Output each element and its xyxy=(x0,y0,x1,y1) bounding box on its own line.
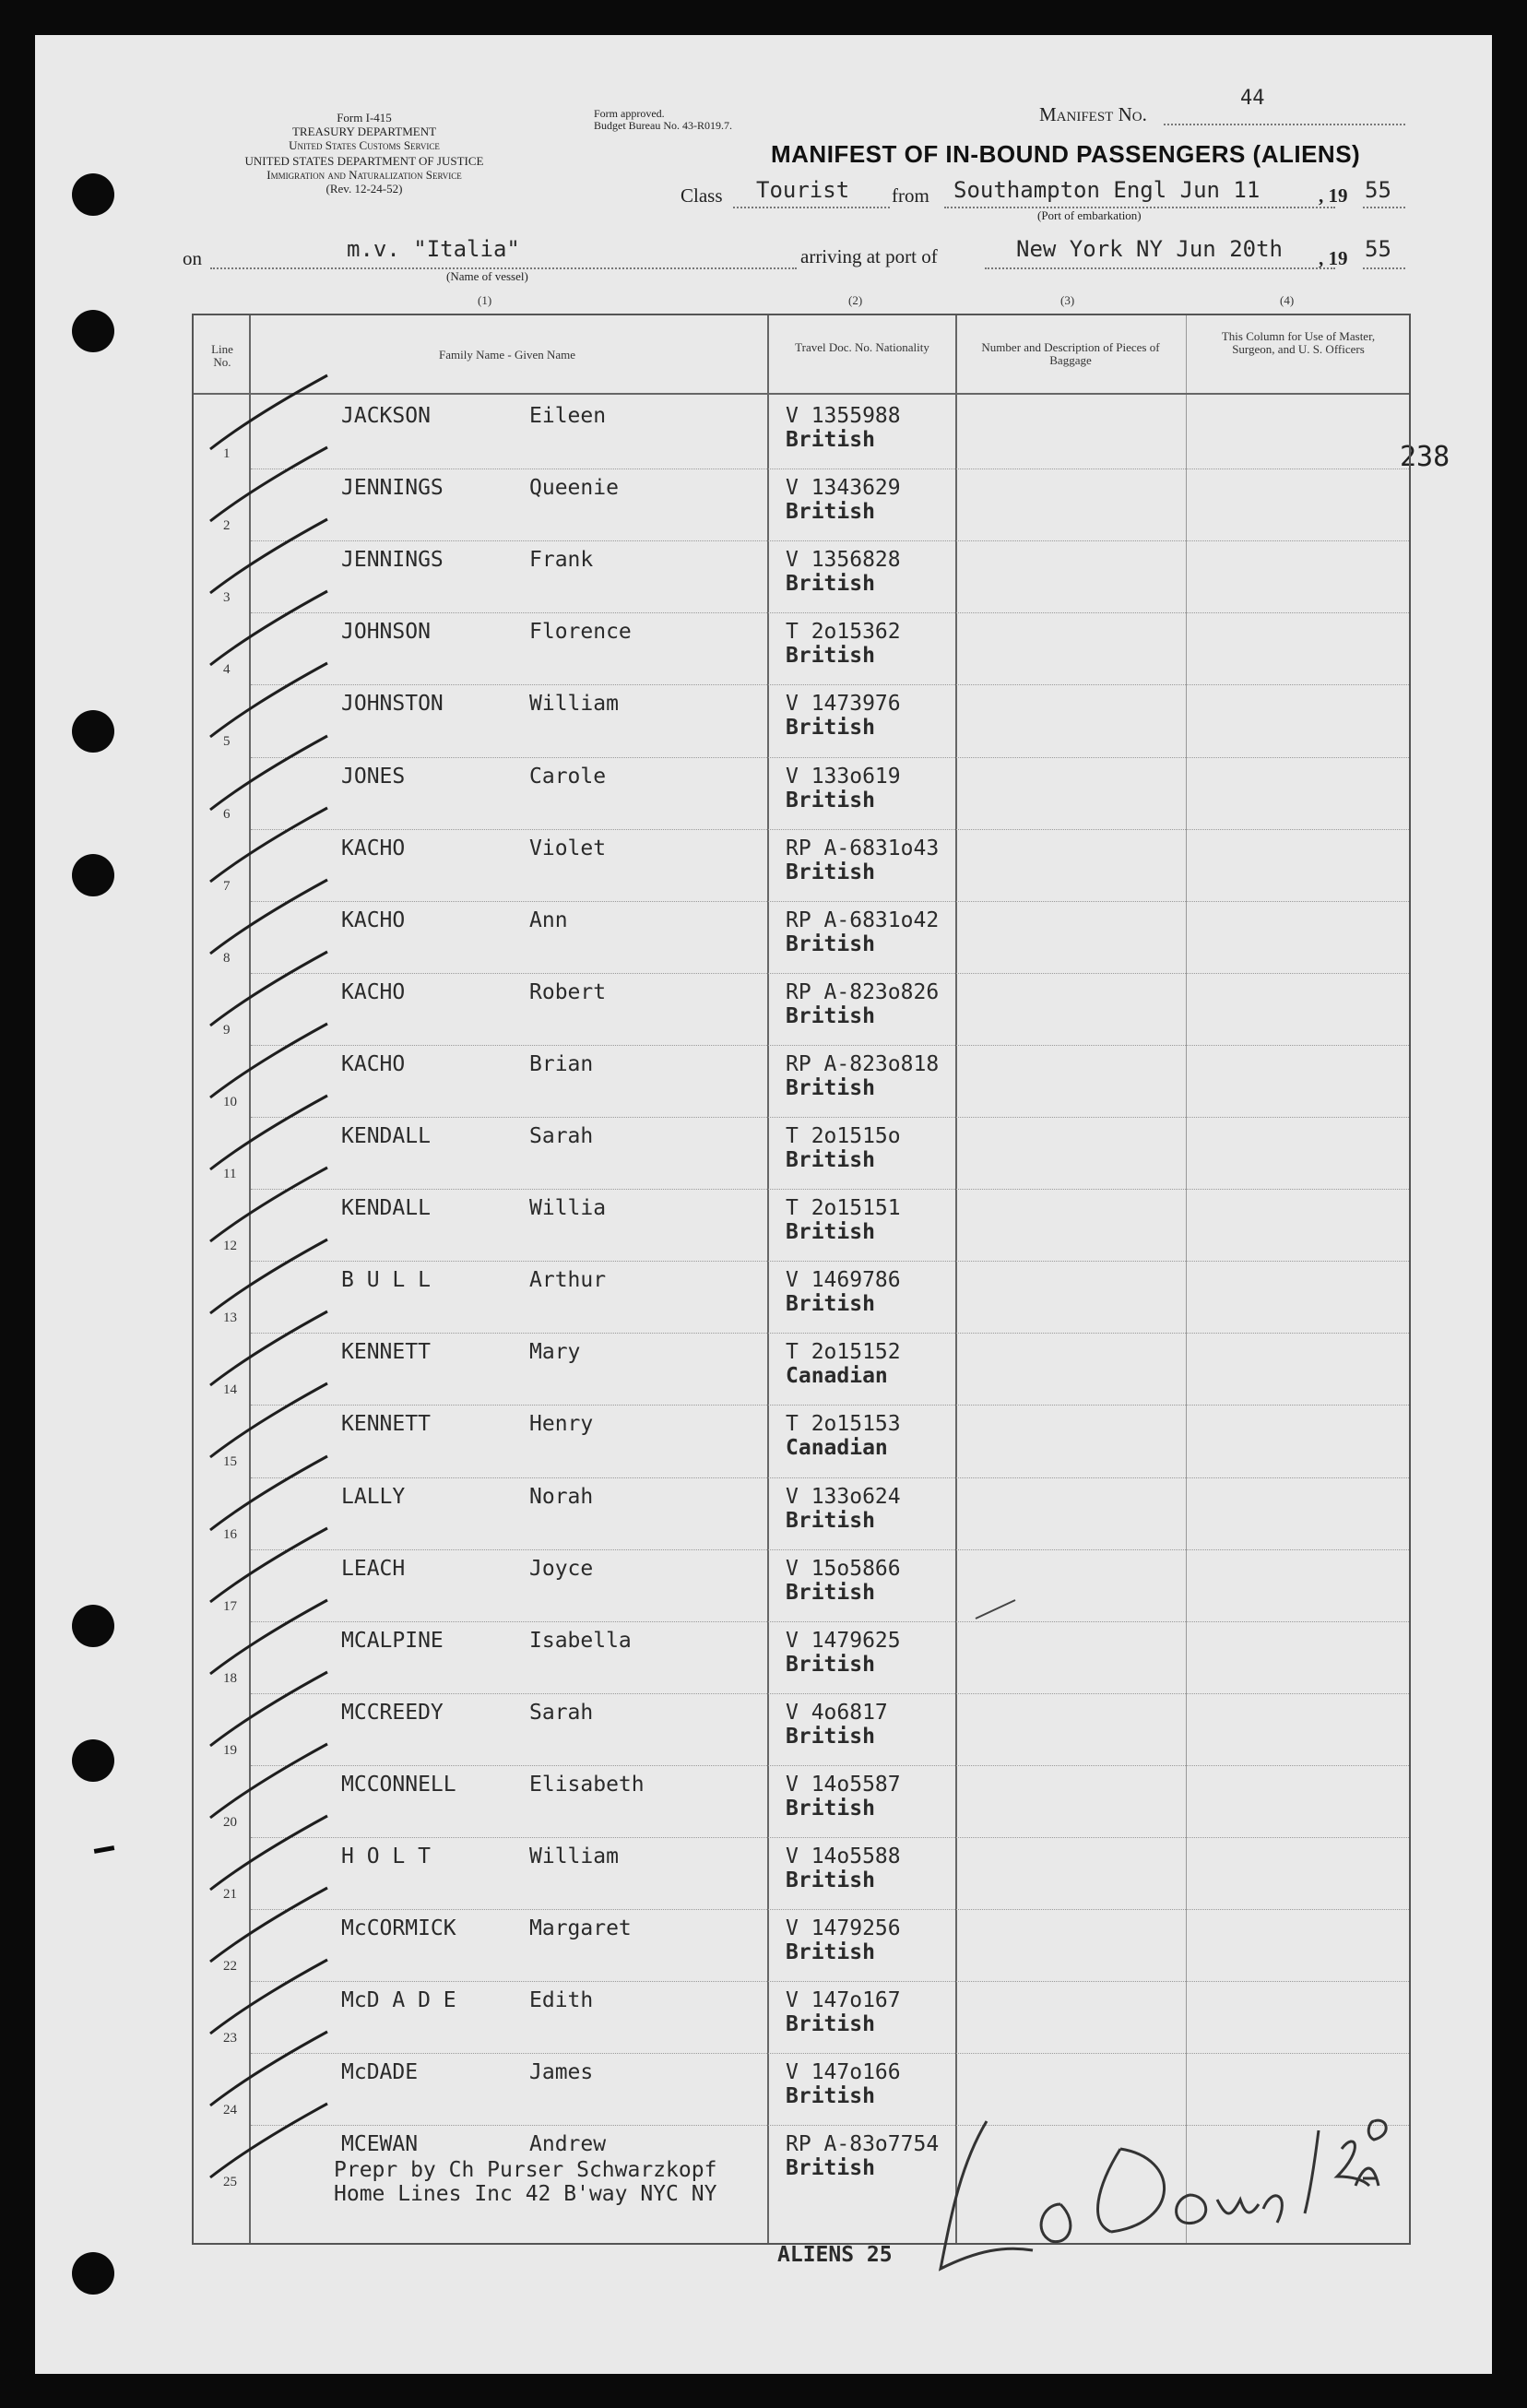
passenger-row xyxy=(194,903,1409,975)
passenger-row xyxy=(194,759,1409,831)
passenger-row xyxy=(194,470,1409,542)
given-name: Isabella xyxy=(529,1628,632,1653)
binder-hole xyxy=(72,1739,114,1782)
travel-doc-number: V 1479256 xyxy=(786,1916,901,1941)
treasury-label: TREASURY DEPARTMENT xyxy=(291,125,437,138)
row-divider xyxy=(251,1045,1409,1046)
given-name: Robert xyxy=(529,979,607,1004)
nationality: British xyxy=(786,2012,875,2037)
arrival-line xyxy=(985,267,1335,269)
family-name: JOHNSON xyxy=(341,620,431,645)
given-name: Joyce xyxy=(529,1556,594,1581)
travel-doc-number: T 2o15362 xyxy=(786,620,901,645)
passenger-row xyxy=(194,1983,1409,2055)
travel-doc-number: V 147o166 xyxy=(786,2060,901,2085)
passenger-row xyxy=(194,1119,1409,1191)
nationality: British xyxy=(786,1796,875,1821)
nationality: British xyxy=(786,788,875,813)
passenger-row xyxy=(194,1406,1409,1478)
vessel-caption: (Name of vessel) xyxy=(446,269,528,283)
line-number: 15 xyxy=(223,1454,237,1470)
given-name: Carole xyxy=(529,764,607,789)
passenger-row xyxy=(194,686,1409,758)
travel-doc-number: V 1469786 xyxy=(786,1268,901,1293)
given-name: Andrew xyxy=(529,2132,607,2157)
row-divider xyxy=(251,973,1409,974)
header-officers: This Column for Use of Master, Surgeon, and U. S. Officers xyxy=(1221,329,1376,356)
family-name: MCCREEDY xyxy=(341,1700,444,1725)
passenger-row xyxy=(194,542,1409,614)
travel-doc-number: T 2o1515o xyxy=(786,1124,901,1148)
row-divider xyxy=(251,1261,1409,1262)
travel-doc-number: V 133o624 xyxy=(786,1484,901,1509)
travel-doc-number: V 147o167 xyxy=(786,1988,901,2013)
line-number: 1 xyxy=(223,446,231,461)
given-name: Violet xyxy=(529,836,607,860)
line-number: 11 xyxy=(223,1167,237,1181)
row-divider xyxy=(251,612,1409,613)
binder-hole xyxy=(72,854,114,896)
nationality: Canadian xyxy=(786,1436,888,1461)
nationality: British xyxy=(786,1075,875,1100)
row-divider xyxy=(251,1405,1409,1406)
nationality: British xyxy=(786,1940,875,1965)
passenger-row xyxy=(194,1047,1409,1119)
given-name: Sarah xyxy=(529,1700,594,1725)
line-number: 19 xyxy=(223,1742,237,1758)
given-name: Ann xyxy=(529,907,568,932)
arrival-year-value: 55 xyxy=(1365,236,1391,262)
row-divider xyxy=(251,1549,1409,1550)
row-divider xyxy=(251,540,1409,541)
nationality: British xyxy=(786,1220,875,1245)
class-value: Tourist xyxy=(756,177,850,203)
given-name: Willia xyxy=(529,1196,607,1221)
column-number-4: (4) xyxy=(1280,293,1295,307)
binder-hole xyxy=(72,2252,114,2295)
row-divider xyxy=(251,1909,1409,1910)
year-prefix: , 19 xyxy=(1319,184,1348,207)
prepared-by: Prepr by Ch Purser Schwarzkopf xyxy=(334,2158,717,2182)
family-name: MCALPINE xyxy=(341,1628,444,1653)
family-name: McDADE xyxy=(341,2060,419,2085)
manifest-no-line xyxy=(1164,124,1405,125)
embark-caption: (Port of embarkation) xyxy=(1037,208,1142,222)
passenger-row xyxy=(194,975,1409,1047)
travel-doc-number: V 15o5866 xyxy=(786,1556,901,1581)
row-divider xyxy=(251,1117,1409,1118)
class-line xyxy=(733,207,890,208)
line-number: 9 xyxy=(223,1022,231,1038)
passenger-row xyxy=(194,831,1409,903)
line-number: 16 xyxy=(223,1526,237,1542)
travel-doc-number: V 1343629 xyxy=(786,476,901,501)
nationality: British xyxy=(786,860,875,884)
family-name: B U L L xyxy=(341,1268,431,1293)
row-divider xyxy=(251,1621,1409,1622)
travel-doc-number: RP A-823o826 xyxy=(786,979,940,1004)
passenger-row xyxy=(194,614,1409,686)
line-number: 21 xyxy=(223,1887,237,1902)
column-number-1: (1) xyxy=(478,293,492,307)
on-label: on xyxy=(183,247,202,269)
row-divider xyxy=(251,757,1409,758)
line-number: 25 xyxy=(223,2175,237,2190)
line-number: 20 xyxy=(223,1814,237,1830)
page-number: 238 xyxy=(1400,441,1450,473)
form-approved: Form approved. xyxy=(594,107,665,120)
travel-doc-number: V 1479625 xyxy=(786,1628,901,1653)
given-name: Elisabeth xyxy=(529,1772,645,1797)
travel-doc-number: V 4o6817 xyxy=(786,1700,888,1725)
travel-doc-number: RP A-823o818 xyxy=(786,1051,940,1076)
given-name: William xyxy=(529,692,619,717)
nationality: British xyxy=(786,1868,875,1892)
binder-hole xyxy=(72,173,114,216)
passenger-row xyxy=(194,1191,1409,1263)
family-name: KENNETT xyxy=(341,1340,431,1365)
nationality: British xyxy=(786,1148,875,1172)
binder-hole xyxy=(72,1605,114,1647)
row-divider xyxy=(251,1981,1409,1982)
row-divider xyxy=(251,901,1409,902)
line-number: 8 xyxy=(223,950,231,966)
family-name: KENNETT xyxy=(341,1412,431,1437)
nationality: British xyxy=(786,428,875,452)
nationality: British xyxy=(786,1724,875,1749)
line-number: 18 xyxy=(223,1670,237,1686)
family-name: KACHO xyxy=(341,836,406,860)
given-name: Florence xyxy=(529,620,632,645)
family-name: KACHO xyxy=(341,1051,406,1076)
nationality: British xyxy=(786,931,875,956)
vessel-value: m.v. "Italia" xyxy=(347,236,520,262)
nationality: British xyxy=(786,572,875,597)
travel-doc-number: V 1355988 xyxy=(786,404,901,428)
travel-doc-number: V 133o619 xyxy=(786,764,901,789)
row-divider xyxy=(251,1333,1409,1334)
binder-hole xyxy=(72,710,114,753)
family-name: McD A D E xyxy=(341,1988,456,2013)
line-number: 12 xyxy=(223,1239,237,1254)
check-tick-mark xyxy=(203,362,332,463)
from-label: from xyxy=(892,184,929,207)
customs-label: United States Customs Service xyxy=(289,138,440,152)
line-number: 14 xyxy=(223,1382,237,1398)
nationality: British xyxy=(786,500,875,525)
revision-label: (Rev. 12-24-52) xyxy=(326,182,403,196)
header-baggage: Number and Description of Pieces of Baggage xyxy=(981,340,1160,367)
passenger-row xyxy=(194,1551,1409,1623)
given-name: Norah xyxy=(529,1484,594,1509)
column-number-3: (3) xyxy=(1060,293,1075,307)
line-number: 17 xyxy=(223,1598,237,1614)
form-number: Form I-415 xyxy=(337,111,392,125)
passenger-row xyxy=(194,1695,1409,1767)
travel-doc-number: V 14o5587 xyxy=(786,1772,901,1797)
travel-doc-number: RP A-83o7754 xyxy=(786,2132,940,2157)
given-name: Mary xyxy=(529,1340,581,1365)
nationality: British xyxy=(786,1003,875,1028)
passenger-row xyxy=(194,1334,1409,1406)
officer-signature xyxy=(922,2094,1402,2296)
header-travel-doc: Travel Doc. No. Nationality xyxy=(795,340,929,354)
row-divider xyxy=(251,1477,1409,1478)
travel-doc-number: V 1473976 xyxy=(786,692,901,717)
arrival-value: New York NY Jun 20th xyxy=(1016,236,1283,262)
family-name: MCCONNELL xyxy=(341,1772,456,1797)
line-number: 23 xyxy=(223,2031,237,2046)
travel-doc-number: V 14o5588 xyxy=(786,1845,901,1868)
embark-value: Southampton Engl Jun 11 xyxy=(953,177,1261,203)
year-line xyxy=(1363,207,1405,208)
passenger-row xyxy=(194,1839,1409,1911)
line-number: 10 xyxy=(223,1094,237,1109)
line-number: 6 xyxy=(223,806,231,822)
passenger-row xyxy=(194,1767,1409,1839)
given-name: Queenie xyxy=(529,476,619,501)
row-divider xyxy=(251,1693,1409,1694)
family-name: MCEWAN xyxy=(341,2132,419,2157)
line-number: 13 xyxy=(223,1311,237,1326)
manifest-no-label: Manifest No. xyxy=(1039,103,1147,125)
form-header-block xyxy=(175,111,553,196)
given-name: Margaret xyxy=(529,1916,632,1941)
approval-block xyxy=(594,108,732,132)
family-name: JENNINGS xyxy=(341,476,444,501)
header-divider xyxy=(194,393,1409,395)
family-name: McCORMICK xyxy=(341,1916,456,1941)
family-name: JENNINGS xyxy=(341,548,444,573)
nationality: British xyxy=(786,1508,875,1533)
travel-doc-number: RP A-6831o42 xyxy=(786,907,940,932)
given-name: Brian xyxy=(529,1051,594,1076)
passenger-table xyxy=(192,314,1411,2245)
manifest-number: 44 xyxy=(1240,87,1265,110)
passenger-row xyxy=(194,1911,1409,1983)
travel-doc-number: T 2o15151 xyxy=(786,1196,901,1221)
nationality: British xyxy=(786,2084,875,2109)
arriving-label: arriving at port of xyxy=(800,245,938,267)
arrival-year-prefix: , 19 xyxy=(1319,247,1348,269)
family-name: H O L T xyxy=(341,1845,431,1868)
passenger-row xyxy=(194,1263,1409,1334)
family-name: JONES xyxy=(341,764,406,789)
family-name: KENDALL xyxy=(341,1124,431,1148)
given-name: Sarah xyxy=(529,1124,594,1148)
nationality: British xyxy=(786,1652,875,1677)
family-name: KACHO xyxy=(341,907,406,932)
passenger-row xyxy=(194,1479,1409,1551)
nationality: British xyxy=(786,644,875,669)
column-number-2: (2) xyxy=(848,293,863,307)
passenger-row xyxy=(194,1623,1409,1695)
nationality: British xyxy=(786,716,875,741)
row-divider xyxy=(251,2053,1409,2054)
line-number: 22 xyxy=(223,1959,237,1975)
manifest-title: MANIFEST OF IN-BOUND PASSENGERS (ALIENS) xyxy=(771,140,1361,168)
line-number: 24 xyxy=(223,2103,237,2118)
stray-mark xyxy=(974,1595,1020,1623)
arrival-year-line xyxy=(1363,267,1405,269)
nationality: Canadian xyxy=(786,1364,888,1389)
row-divider xyxy=(251,1189,1409,1190)
given-name: Eileen xyxy=(529,404,607,428)
binder-hole xyxy=(72,310,114,352)
line-number: 3 xyxy=(223,590,231,606)
family-name: JOHNSTON xyxy=(341,692,444,717)
nationality: British xyxy=(786,1580,875,1605)
line-number: 7 xyxy=(223,878,231,894)
given-name: Edith xyxy=(529,1988,594,2013)
given-name: Arthur xyxy=(529,1268,607,1293)
given-name: Frank xyxy=(529,548,594,573)
given-name: William xyxy=(529,1845,619,1868)
passenger-row xyxy=(194,398,1409,470)
given-name: Henry xyxy=(529,1412,594,1437)
travel-doc-number: V 1356828 xyxy=(786,548,901,573)
family-name: LALLY xyxy=(341,1484,406,1509)
family-name: LEACH xyxy=(341,1556,406,1581)
budget-bureau: Budget Bureau No. 43-R019.7. xyxy=(594,119,732,132)
justice-label: UNITED STATES DEPARTMENT OF JUSTICE xyxy=(244,154,484,168)
class-label: Class xyxy=(681,184,723,207)
row-divider xyxy=(251,829,1409,830)
travel-doc-number: T 2o15153 xyxy=(786,1412,901,1437)
row-divider xyxy=(251,1765,1409,1766)
header-line-no: Line No. xyxy=(211,342,233,369)
nationality: British xyxy=(786,2156,875,2181)
line-number: 2 xyxy=(223,518,231,534)
row-divider xyxy=(251,684,1409,685)
family-name: KACHO xyxy=(341,979,406,1004)
row-divider xyxy=(251,1837,1409,1838)
travel-doc-number: RP A-6831o43 xyxy=(786,836,940,860)
nationality: British xyxy=(786,1292,875,1317)
travel-doc-number: T 2o15152 xyxy=(786,1340,901,1365)
family-name: KENDALL xyxy=(341,1196,431,1221)
line-number: 5 xyxy=(223,734,231,750)
year-value: 55 xyxy=(1365,177,1391,203)
shipping-company: Home Lines Inc 42 B'way NYC NY xyxy=(334,2182,717,2206)
aliens-count: ALIENS 25 xyxy=(777,2243,893,2267)
given-name: James xyxy=(529,2060,594,2085)
ins-label: Immigration and Naturalization Service xyxy=(266,168,462,182)
family-name: JACKSON xyxy=(341,404,431,428)
header-name: Family Name - Given Name xyxy=(438,348,575,362)
line-number: 4 xyxy=(223,662,231,678)
